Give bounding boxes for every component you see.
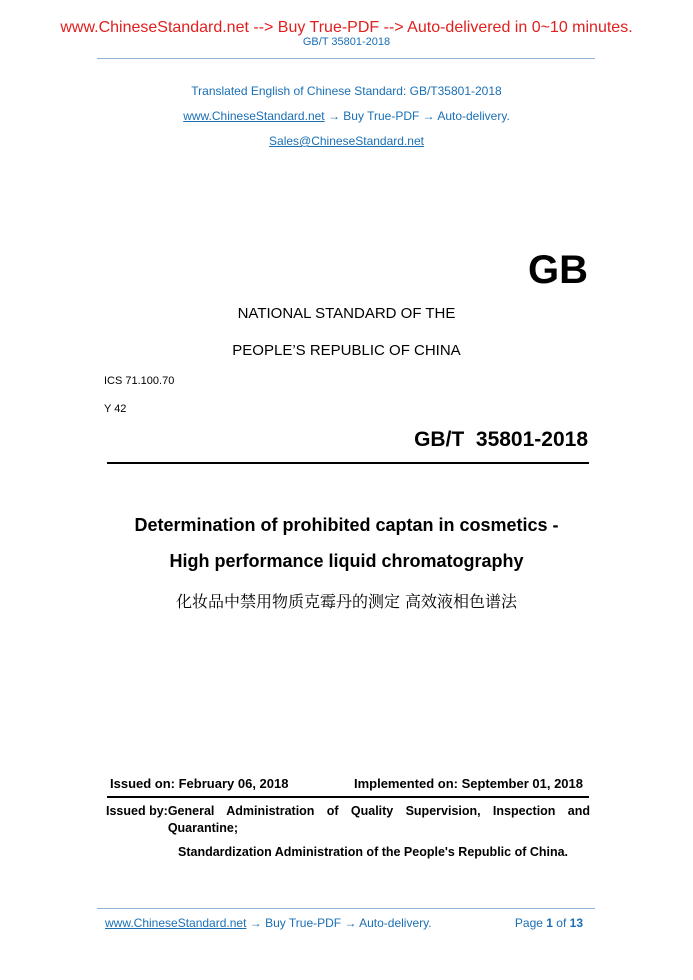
- email-line: [0, 134, 693, 148]
- header-divider: [97, 58, 595, 59]
- standard-number: GB/T 35801-2018: [414, 428, 588, 451]
- national-standard-line2: PEOPLE’S REPUBLIC OF CHINA: [232, 342, 461, 359]
- issuing-agency-2: Standardization Administration of the People's Republic of China.: [178, 845, 569, 859]
- national-standard-line1: NATIONAL STANDARD OF THE: [237, 305, 456, 322]
- ics-code: ICS 71.100.70: [104, 375, 175, 387]
- footer-buy-info: → Buy True-PDF → Auto-delivery.: [246, 916, 432, 930]
- title-en-line1: Determination of prohibited captan in cosmetics -: [134, 515, 559, 535]
- site-link[interactable]: www.ChineseStandard.net: [183, 109, 325, 123]
- footer-site-link[interactable]: www.ChineseStandard.net: [105, 916, 247, 930]
- issued-by-block: [106, 803, 590, 861]
- issued-date: Issued on: February 06, 2018: [110, 776, 289, 791]
- page-indicator: [515, 916, 583, 930]
- gb-logo: GB: [528, 248, 588, 292]
- page-total: 13: [569, 916, 583, 930]
- translation-note: Translated English of Chinese Standard: GB/T35801-2018: [191, 84, 502, 98]
- standard-number-divider: [107, 462, 589, 464]
- issuing-agency-1: General Administration of Quality Supervision, Inspection and Quarantine;: [167, 804, 590, 835]
- page-of: of: [552, 916, 570, 930]
- dates-divider: [107, 796, 589, 798]
- implemented-date: Implemented on: September 01, 2018: [353, 776, 583, 791]
- ccs-code: Y 42: [104, 403, 127, 415]
- title-en-line2: High performance liquid chromatography: [169, 551, 524, 571]
- page-label: Page: [514, 916, 547, 930]
- translation-site-line: [0, 109, 693, 123]
- buy-info-text: → Buy True-PDF → Auto-delivery.: [324, 109, 510, 123]
- header-doc-code: GB/T 35801-2018: [302, 36, 391, 48]
- page-current: 1: [546, 916, 553, 930]
- title-zh: 化妆品中禁用物质克霉丹的测定 高效液相色谱法: [175, 592, 518, 611]
- issued-by-label: Issued by:: [106, 804, 168, 818]
- sales-email-link[interactable]: Sales@ChineseStandard.net: [269, 134, 424, 148]
- footer-links: [105, 916, 432, 930]
- promo-banner[interactable]: www.ChineseStandard.net --> Buy True-PDF --> Auto-delivered in 0~10 minutes.: [60, 19, 633, 36]
- footer-divider: [97, 908, 595, 909]
